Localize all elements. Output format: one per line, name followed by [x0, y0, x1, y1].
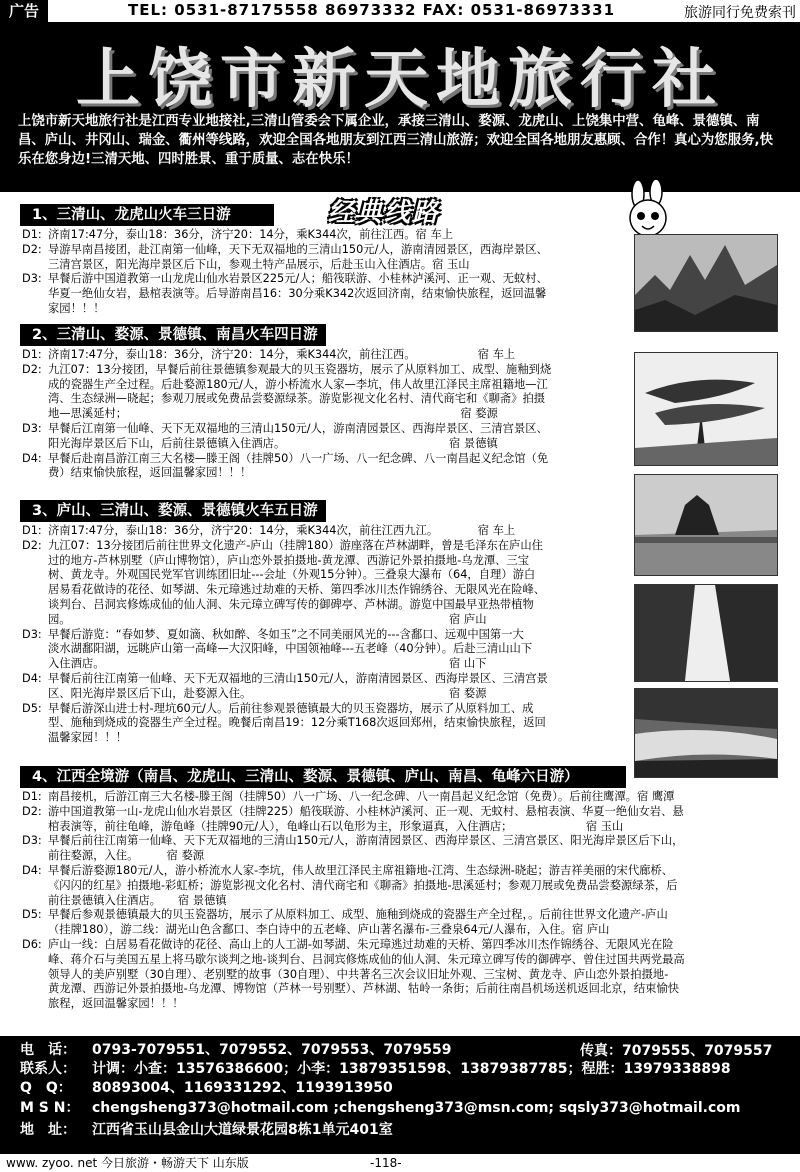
contacts-value: 计调：小查：13576386600；小李：13879351598、13879387785；程胜：13979338898 — [92, 1061, 731, 1077]
day-text: 早餐后前往江南第一仙峰、天下无双福地的三清山150元/人，游南清园景区、西海岸景区、三清宫景 — [48, 672, 548, 685]
day-text: 成的瓷器生产全过程。后赴婺源180元/人，游小桥流水人家—李坑，伟人故里江泽民主席祖籍地—江 — [48, 377, 548, 391]
ad-label: 广告 — [0, 0, 48, 22]
route-4-title: 4、江西全境游（南昌、龙虎山、三清山、婺源、景德镇、庐山、南昌、龟峰六日游） — [20, 766, 626, 788]
qq-value: 80893004、1169331292、1193913950 — [92, 1080, 393, 1096]
fax-value: 7079555、7079557 — [622, 1043, 773, 1059]
day-text: 游中国道教第一山-龙虎山仙水岩景区（挂牌225）船筏联游、小桂林泸溪河、正一观、无蚊村、悬棺表演、华夏一绝仙女岩、悬 — [48, 804, 684, 818]
day-label: D1: — [22, 524, 42, 537]
day-text: 三清宫景区，阳光海岸景区后下山，参观土特产品展示，后赴玉山入住酒店。宿 玉山 — [48, 257, 470, 271]
day-text: 济南17:47分，泰山18：36分，济宁20：14分，乘K344次，前往江西。 宿 车上 — [48, 348, 516, 361]
day-text: 棺表演等，前往龟峰，游龟峰（挂牌90元/人），龟峰山石以龟形为主，形象逼真，入住酒店； 宿 玉山 — [48, 819, 624, 833]
day-label: D3: — [22, 834, 42, 848]
day-text: 地—思溪延村； 宿 婺源 — [48, 407, 498, 421]
fax-label: 传真： — [580, 1043, 622, 1059]
phone-label: 电 话： — [20, 1042, 76, 1058]
route-2-title: 2、三清山、婺源、景德镇、南昌火车四日游 — [20, 324, 326, 346]
day-label: D3: — [22, 627, 42, 641]
day-text: 南昌接机，后游江南三大名楼-滕王阁（挂牌50）八一广场、八一纪念碑、八一南昌起义纪念馆（免费）。后前往鹰潭。宿 鹰潭 — [48, 790, 675, 803]
mountain-photo-1 — [634, 234, 778, 332]
day-text: 谈判台、吕洞宾修炼成仙的仙人洞、朱元璋立碑写传的御碑亭、芦林湖。游览中国最早亚热带植物 — [48, 598, 534, 611]
address-value: 江西省玉山县金山大道绿景花园8栋1单元401室 — [92, 1122, 393, 1138]
day-label: D3: — [22, 422, 42, 435]
phone-value: 0793-7079551、7079552、7079553、7079559 — [92, 1042, 452, 1058]
day-label: D4: — [22, 451, 42, 465]
day-text: 黄龙潭、西游记外景拍摄地-乌龙潭、博物馆（芦林一号别墅）、芦林湖、牯岭一条街；后前往南昌机场送机返回北京，结束愉快 — [48, 982, 680, 996]
day-text: 湾、生态绿洲—晓起；参观刀展或免费品尝婺源绿茶。游览影视文化名村、清代商宅和《聊斋》拍摄 — [48, 392, 546, 406]
day-text: 早餐后赴南昌游江南三大名楼—滕王阁（挂牌50）八一广场、八一纪念碑、八一南昌起义纪念馆（免 — [48, 451, 549, 465]
day-text: 型、施釉到烧成的瓷器生产全过程。晚餐后南昌19：12分乘T168次返回郑州，结束愉快旅程，返回 — [48, 716, 546, 730]
day-text: 早餐后江南第一仙峰、天下无双福地的三清山150元/人，游南清园景区、西海岸景区、三清宫景区、 — [48, 422, 548, 435]
day-label: D4: — [22, 864, 42, 877]
day-label: D2: — [22, 242, 42, 256]
agency-intro: 上饶市新天地旅行社是江西专业地接社,三清山管委会下属企业，承接三清山、婺源、龙虎山、上饶集中营、龟峰、景德镇、南昌、庐山、井冈山、瑞金、衢州等线路，欢迎全国各地朋友到江西三清山旅游；欢迎全国各地朋友惠顾、合作！真心为您服务,快乐在您身边!三清天地、四时胜景、重于质量、志在快乐！ — [18, 114, 773, 167]
day-label: D4: — [22, 672, 42, 685]
day-label: D1: — [22, 790, 42, 803]
page-footer — [0, 1154, 800, 1172]
pine-tree-photo — [634, 352, 778, 466]
day-text: 庐山一线：白居易看花做诗的花径、高山上的人工湖-如琴湖、朱元璋逃过劫难的天桥、第四季冰川杰作锦绣谷、无限风光在险 — [48, 938, 674, 951]
day-text: 《闪闪的红星》拍摄地-彩虹桥；游览影视文化名村、清代商宅和《聊斋》拍摄地-思溪延村；参观刀展或免费品尝婺源绿茶，后 — [48, 878, 678, 892]
waterfall-photo — [634, 584, 778, 682]
contacts-label: 联系人： — [20, 1061, 76, 1077]
day-text: 早餐后游中国道教第一山龙虎山仙水岩景区225元/人；船筏联游、小桂林泸溪河、正一观、无蚊村、 — [48, 272, 548, 286]
day-text: 领导人的美庐别墅（30自理）、老别墅的故事（30自理）、中共著名三次会议旧址外观、三宝树、黄龙寺、庐山恋外景拍摄地- — [48, 967, 669, 981]
day-text: 过的地方-芦林别墅（庐山博物馆），庐山恋外景拍摄地-黄龙潭、西游记外景拍摄地-乌龙潭、三宝 — [48, 553, 530, 567]
day-text: 居易看花做诗的花径、如琴湖、朱元璋逃过劫难的天桥、第四季冰川杰作锦绣谷、无限风光在险峰、 — [48, 583, 546, 597]
day-text: 树、黄龙寺。外观国民党军官训练团旧址---会址（外观15分钟）。三叠泉大瀑布（64，自理）游白 — [48, 568, 536, 582]
day-text: 九江07：13分接团后前往世界文化遗产-庐山（挂牌180）游座落在芦林湖畔，曾是毛泽东在庐山住 — [48, 538, 543, 552]
day-text: 前往景德镇入住酒店。 宿 景德镇 — [48, 893, 227, 907]
day-label: D5: — [22, 908, 42, 922]
day-label: D1: — [22, 348, 42, 361]
day-text: 家园！！！ — [48, 302, 105, 315]
fax-row — [580, 1040, 772, 1060]
river-photo — [634, 688, 778, 778]
msn-value: chengsheng373@hotmail.com ;chengsheng373@msn.com; sqsly373@hotmail.com — [92, 1100, 741, 1116]
route-3-title: 3、庐山、三清山、婺源、景德镇火车五日游 — [20, 500, 326, 522]
classic-routes-badge: 经典线路 — [328, 198, 441, 228]
day-label: D3: — [22, 272, 42, 286]
day-text: 费）结束愉快旅程，返回温馨家园！！！ — [48, 466, 252, 480]
day-text: 入住酒店。 宿 山下 — [48, 657, 487, 671]
pavilion-photo — [634, 474, 778, 576]
day-text: 济南17:47分，泰山18：36分，济宁20：14分，乘K344次，前往江西九江。 宿 车上 — [48, 524, 516, 537]
day-text: 峰、蒋介石与美国五星上将马歇尔谈判之地-谈判台、吕洞宾修炼成仙的仙人洞、朱元璋立碑写传的御碑亭、曾住过国共两党最高 — [48, 952, 685, 966]
day-text: 淡水湖鄱阳湖，远眺庐山第一高峰—大汉阳峰，中国领袖峰---五老峰（40分钟）。后赴三清山山下 — [48, 642, 533, 656]
day-text: 早餐后前往江南第一仙峰、天下无双福地的三清山150元/人，游南清园景区、西海岸景区、三清宫景区、阳光海岸景区后下山， — [48, 834, 684, 848]
day-text: 早餐后游婺源180元/人，游小桥流水人家-李坑，伟人故里江泽民主席祖籍地-江湾、生态绿洲-晓起；游吉祥美丽的宋代廊桥、 — [48, 864, 674, 877]
site-footer: www. zyoo. net 今日旅游・畅游天下 山东版 — [6, 1156, 249, 1170]
day-text: 区、阳光海岸景区后下山，赴婺源入住。 宿 婺源 — [48, 686, 487, 700]
header-index: 旅游同行免费索刊 — [684, 5, 796, 21]
header-contact: TEL: 0531-87175558 86973332 FAX: 0531-86973331 — [128, 1, 616, 19]
contact-footer — [0, 1036, 800, 1154]
msn-label: M S N： — [20, 1100, 80, 1116]
day-text: 园。 宿 庐山 — [48, 612, 487, 626]
day-text: 旅程，返回温馨家园！！！ — [48, 997, 184, 1011]
day-text: 济南17:47分，泰山18：36分，济宁20：14分，乘K344次，前往江西。宿 车上 — [48, 228, 454, 241]
day-text: 导游早南昌接团，赴江南第一仙峰，天下无双福地的三清山150元/人，游南清园景区，西海岸景区、 — [48, 242, 548, 256]
page-number: -118- — [370, 1156, 402, 1170]
day-text: 九江07：13分接团，早餐后前往景德镇参观最大的贝玉瓷器坊，展示了从原料加工、成型、施釉到烧 — [48, 362, 552, 376]
address-label: 地 址： — [20, 1122, 76, 1138]
day-label: D5: — [22, 701, 42, 715]
day-label: D2: — [22, 538, 42, 552]
top-bar — [0, 0, 800, 24]
day-text: 温馨家园！！！ — [48, 731, 128, 745]
route-1-title: 1、三清山、龙虎山火车三日游 — [20, 204, 274, 226]
day-label: D6: — [22, 938, 42, 951]
day-text: （挂牌180），游二线：湖光山色含鄱口、李白诗中的五老峰、庐山著名瀑布-三叠泉64元/人瀑布，入住。宿 庐山 — [48, 923, 610, 937]
day-text: 早餐后游深山进士村-理坑60元/人。后前往参观景德镇最大的贝玉瓷器坊，展示了从原料加工、成 — [48, 701, 534, 715]
day-text: 早餐后参观景德镇最大的贝玉瓷器坊，展示了从原料加工、成型、施釉到烧成的瓷器生产全过程，。后前往世界文化遗产-庐山 — [48, 908, 668, 922]
agency-title: 上饶市新天地旅行社 — [76, 43, 724, 117]
day-text: 华夏一绝仙女岩，悬棺表演等。后导游南昌16：30分乘K342次返回济南，结束愉快旅程，返回温馨 — [48, 287, 547, 301]
day-label: D1: — [22, 228, 42, 241]
day-text: 早餐后游览：“春如梦、夏如滴、秋如醉、冬如玉”之不同美丽风光的---含鄱口、远观中国第一大 — [48, 627, 524, 641]
day-text: 前往婺源，入住。 宿 婺源 — [48, 849, 205, 863]
day-label: D2: — [22, 362, 42, 376]
qq-label: Q Q： — [20, 1080, 72, 1096]
day-label: D2: — [22, 804, 42, 818]
day-text: 阳光海岸景区后下山，后前往景德镇入住酒店。 宿 景德镇 — [48, 436, 498, 450]
hero-banner — [0, 24, 800, 192]
